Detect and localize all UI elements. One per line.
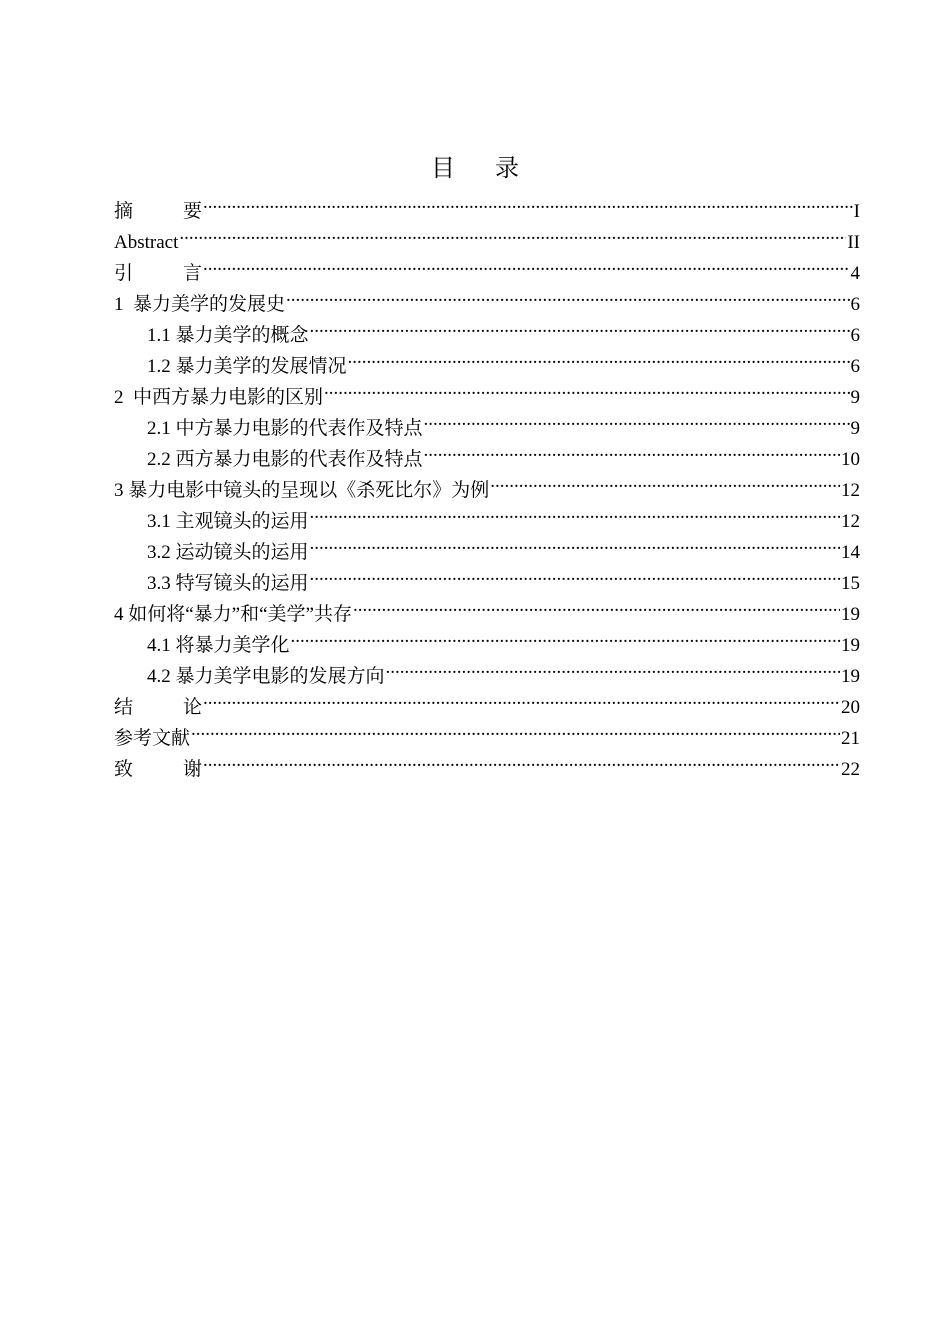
- toc-entry-label: 2.2 西方暴力电影的代表作及特点: [147, 449, 423, 470]
- toc-entry-label: 3.2 运动镜头的运用: [147, 542, 309, 563]
- toc-entry-label-part: 论: [182, 697, 202, 718]
- toc-dot-leader: [424, 403, 850, 434]
- toc-entry-label-part: 要: [182, 201, 202, 222]
- toc-dot-leader: [310, 558, 840, 589]
- toc-entry-label-part: 谢: [182, 759, 202, 780]
- toc-dot-leader: [191, 713, 840, 744]
- toc-entry-label: Abstract: [114, 232, 179, 253]
- page-title-char-1: 目: [431, 154, 455, 182]
- toc-dot-leader: [310, 527, 840, 558]
- toc-entry-label: 4.2 暴力美学电影的发展方向: [147, 666, 385, 687]
- toc-page-number: 14: [841, 542, 860, 563]
- toc-dot-leader: [424, 434, 840, 465]
- page-title: [0, 152, 950, 184]
- toc-entry-label: 1 暴力美学的发展史: [114, 294, 286, 315]
- toc-dot-leader: [203, 186, 853, 217]
- toc-entry-introduction[interactable]: [114, 248, 860, 284]
- toc-entry-acknowledgements[interactable]: [114, 744, 860, 780]
- toc-page-number: 6: [850, 356, 860, 377]
- toc-entry-label-part: 致: [114, 759, 134, 780]
- toc-dot-leader: [203, 682, 840, 713]
- toc-dot-leader: [386, 651, 840, 682]
- toc-dot-leader: [490, 465, 840, 496]
- toc-page-number: I: [853, 201, 860, 222]
- page-title-char-2: 录: [495, 154, 519, 182]
- table-of-contents: [114, 186, 860, 780]
- toc-page-number: II: [847, 232, 860, 253]
- toc-entry-label: 2.1 中方暴力电影的代表作及特点: [147, 418, 423, 439]
- toc-dot-leader: [310, 310, 850, 341]
- toc-page-number: 22: [841, 759, 860, 780]
- toc-entry-conclusion[interactable]: [114, 682, 860, 718]
- toc-entry-label-part: 结: [114, 697, 134, 718]
- toc-dot-leader: [203, 744, 840, 775]
- toc-page-number: 19: [841, 635, 860, 656]
- toc-dot-leader: [348, 341, 850, 372]
- toc-dot-leader: [179, 217, 846, 248]
- toc-dot-leader: [324, 372, 849, 403]
- toc-page-number: 9: [850, 387, 860, 408]
- toc-entry-label: [114, 258, 202, 289]
- toc-page-number: 20: [841, 697, 860, 718]
- toc-entry-label-part: 引: [114, 263, 134, 284]
- toc-dot-leader: [286, 279, 849, 310]
- toc-entry-references[interactable]: [114, 713, 860, 749]
- toc-page-number: 6: [850, 294, 860, 315]
- toc-dot-leader: [203, 248, 850, 279]
- toc-entry-label: [114, 692, 202, 723]
- toc-page-number: 21: [841, 728, 860, 749]
- toc-entry-abstract-en[interactable]: [114, 217, 860, 253]
- toc-page-number: 12: [841, 511, 860, 532]
- toc-entry-label: 3.3 特写镜头的运用: [147, 573, 309, 594]
- toc-entry-label: 4.1 将暴力美学化: [147, 635, 290, 656]
- toc-entry-label: 3 暴力电影中镜头的呈现以《杀死比尔》为例: [114, 480, 490, 501]
- toc-page-number: 9: [850, 418, 860, 439]
- toc-page-number: 19: [841, 604, 860, 625]
- toc-entry-label-part: 摘: [114, 201, 134, 222]
- toc-entry-label: [114, 754, 202, 785]
- toc-entry-label: 2 中西方暴力电影的区别: [114, 387, 324, 408]
- toc-dot-leader: [291, 620, 840, 651]
- toc-entry-label: 1.2 暴力美学的发展情况: [147, 356, 347, 377]
- toc-entry-abstract-cn[interactable]: [114, 186, 860, 222]
- toc-page-number: 10: [841, 449, 860, 470]
- toc-entry-label: 1.1 暴力美学的概念: [147, 325, 309, 346]
- toc-page-number: 19: [841, 666, 860, 687]
- toc-page-number: 4: [850, 263, 860, 284]
- toc-page-number: 15: [841, 573, 860, 594]
- toc-dot-leader: [353, 589, 840, 620]
- toc-entry-label: 3.1 主观镜头的运用: [147, 511, 309, 532]
- toc-entry-label-part: 言: [182, 263, 202, 284]
- toc-page-number: 12: [841, 480, 860, 501]
- toc-entry-label: 参考文献: [114, 728, 191, 749]
- toc-entry-chapter-1[interactable]: [114, 279, 860, 315]
- toc-entry-label: 4 如何将“暴力”和“美学”共存: [114, 604, 352, 625]
- toc-dot-leader: [310, 496, 840, 527]
- toc-page-number: 6: [850, 325, 860, 346]
